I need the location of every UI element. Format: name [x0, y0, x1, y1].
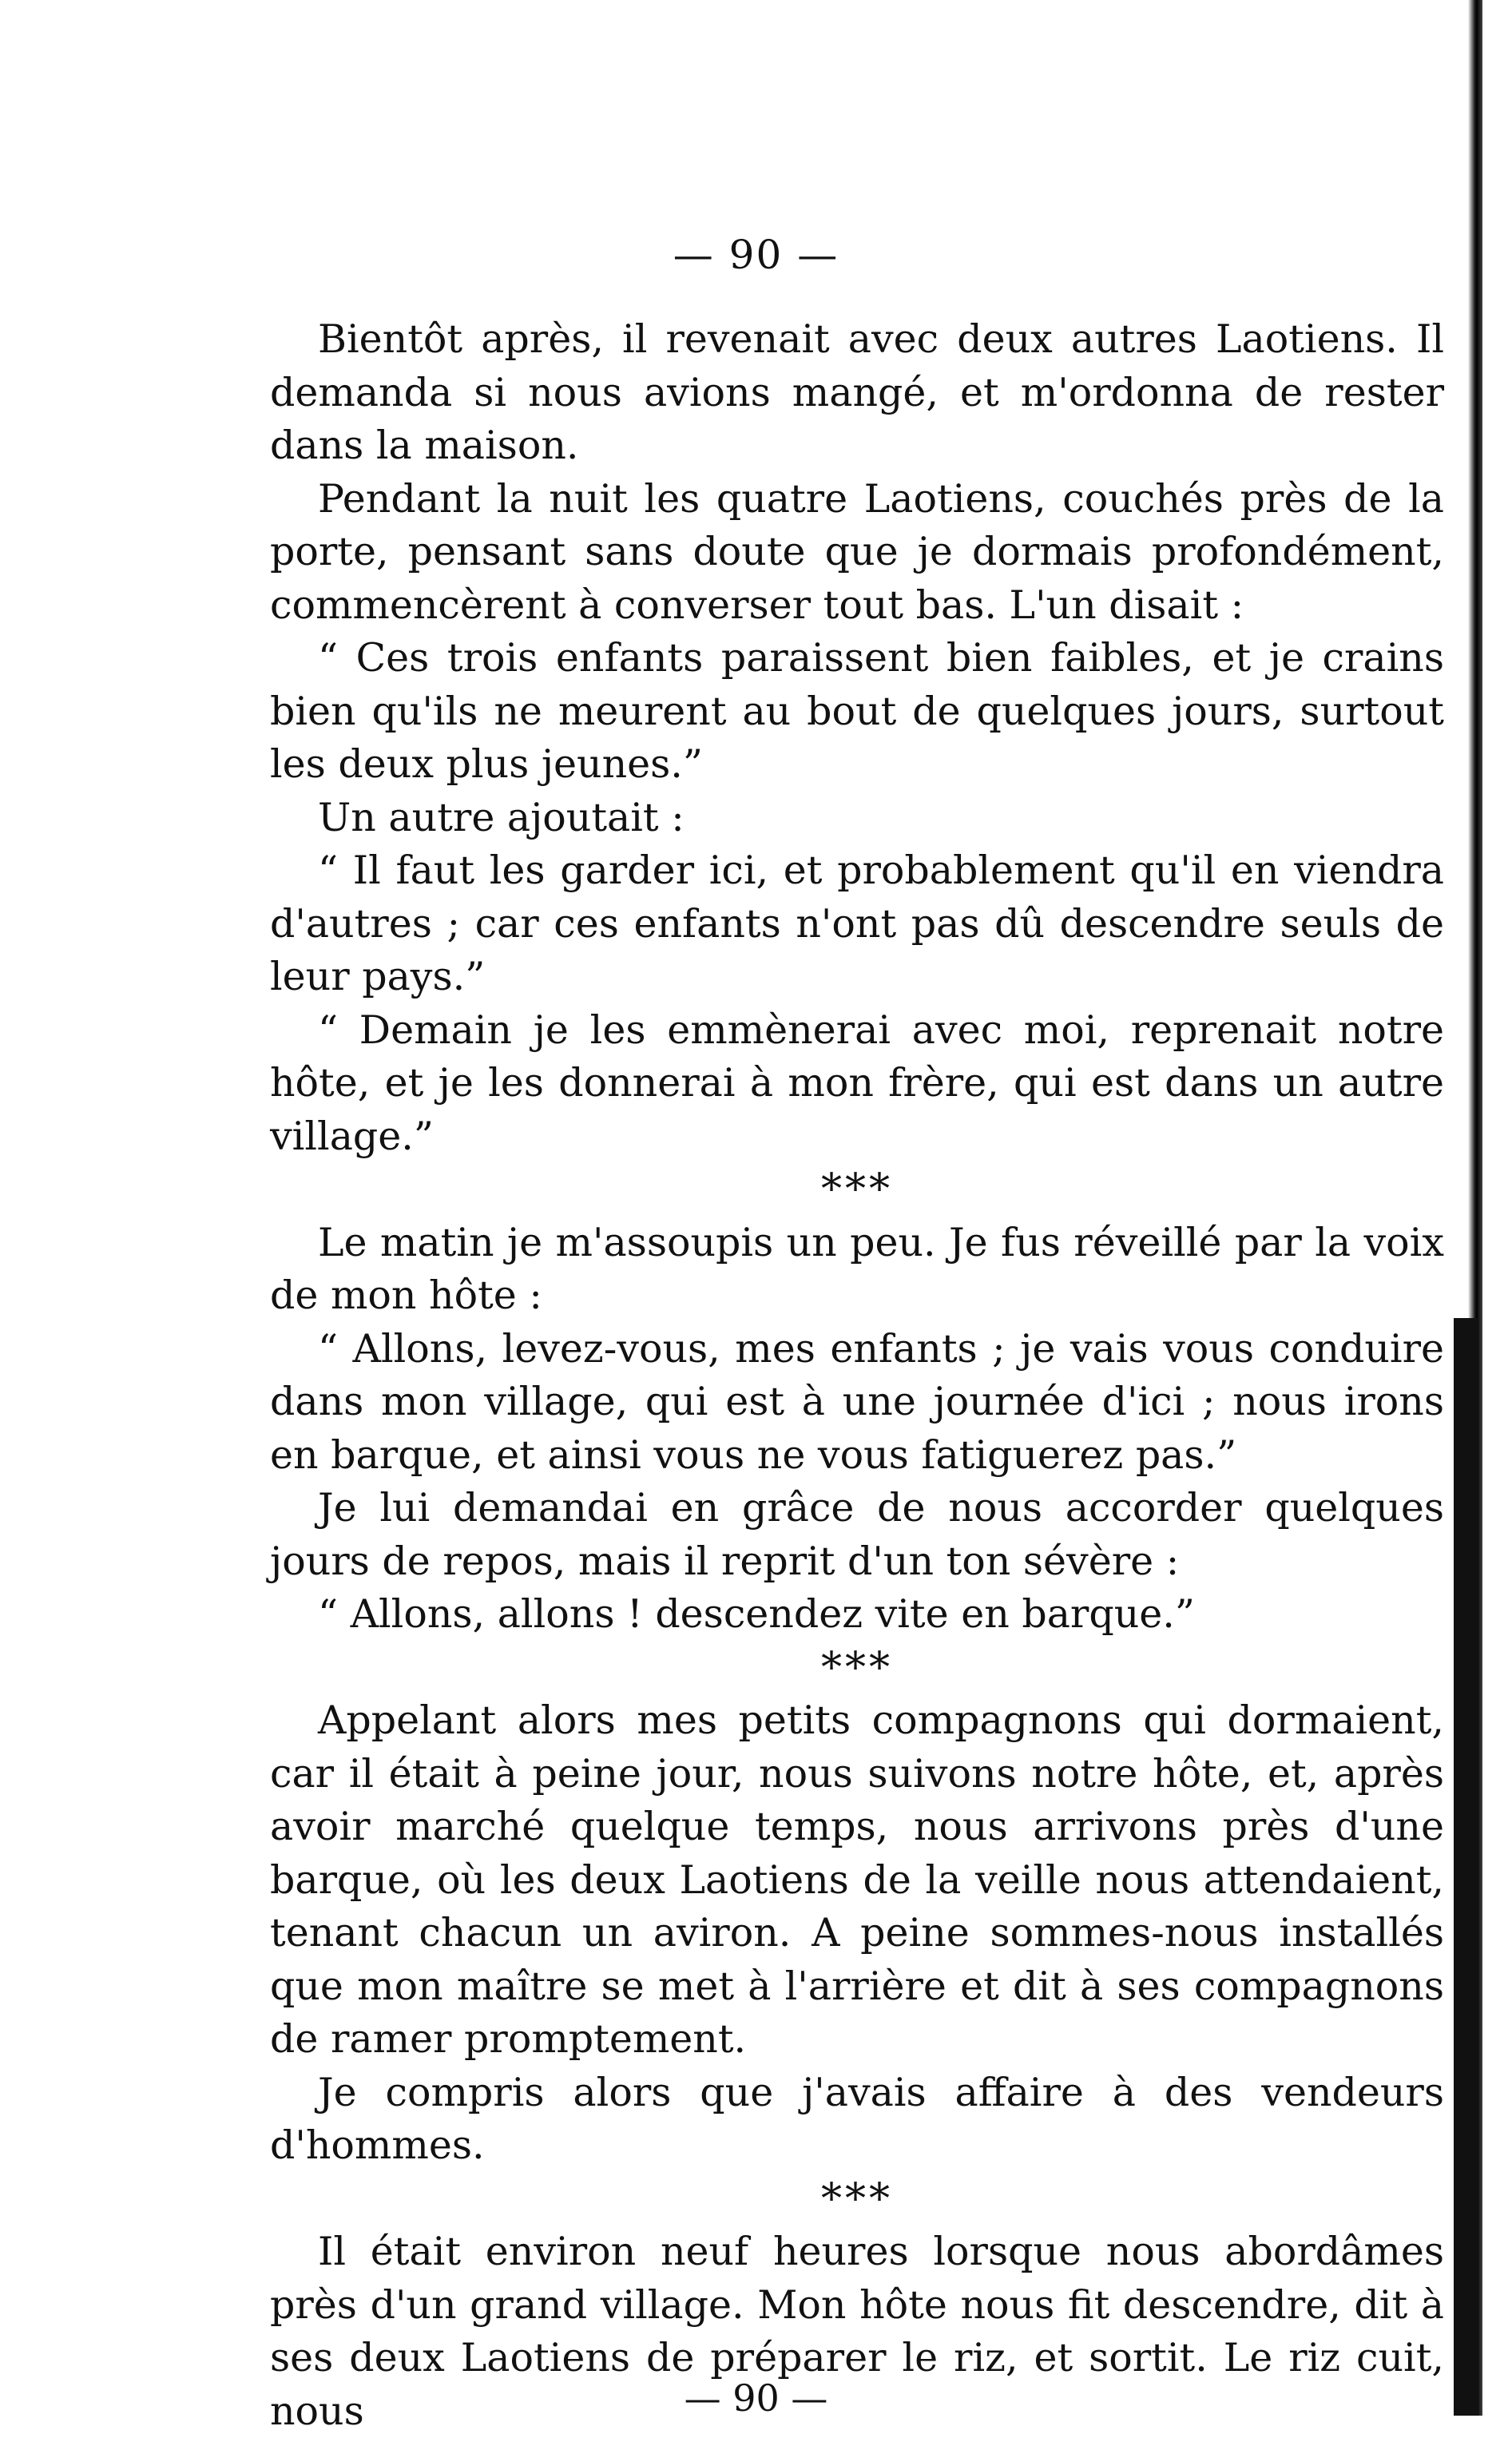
paragraph: “ Allons, levez-vous, mes enfants ; je vais vous conduire dans mon village, qui est à une journée d'ici ; nous irons en barque, et ainsi vous ne vous fatiguerez pas.” — [270, 1325, 1444, 1478]
paragraph: “ Allons, allons ! descendez vite en barque.” — [318, 1591, 1195, 1637]
paragraph: Pendant la nuit les quatre Laotiens, couchés près de la porte, pensant sans doute que je dormais profondément, commencèrent à converser tout bas. L'un disait : — [270, 475, 1444, 628]
paragraph: Il était environ neuf heures lorsque nous abordâmes près d'un grand village. Mon hôte nous fit descendre, dit à ses deux Laotiens de préparer le riz, et sortit. Le riz cuit, nous — [270, 2229, 1444, 2434]
section-separator: *** — [821, 2174, 893, 2223]
section-separator: *** — [821, 1643, 893, 1692]
section-separator: *** — [821, 1165, 893, 1213]
paragraph: Je compris alors que j'avais affaire à des vendeurs d'hommes. — [270, 2069, 1444, 2168]
paragraph: Bientôt après, il revenait avec deux autres Laotiens. Il demanda si nous avions mangé, et m'ordonna de rester dans la maison. — [270, 316, 1444, 468]
page-footer-number: — 90 — — [684, 2376, 828, 2420]
paragraph: Un autre ajoutait : — [318, 794, 685, 840]
paragraph: Le matin je m'assoupis un peu. Je fus réveillé par la voix de mon hôte : — [270, 1219, 1444, 1318]
paragraph: Appelant alors mes petits compagnons qui dormaient, car il était à peine jour, nous suivons notre hôte, et, après avoir marché quelque temps, nous arrivons près d'une barque, où les deux Laotiens de la veille nous attendaient, tenant chacun un aviron. A peine sommes-nous installés que mon maître se met à l'arrière et dit à ses compagnons de ramer promptement. — [270, 1697, 1444, 2062]
paragraph: “ Ces trois enfants paraissent bien faibles, et je crains bien qu'ils ne meurent au bout de quelques jours, surtout les deux plus jeunes.” — [270, 635, 1444, 787]
paragraph: Je lui demandai en grâce de nous accorder quelques jours de repos, mais il reprit d'un ton sévère : — [270, 1485, 1444, 1584]
paragraph: “ Demain je les emmènerai avec moi, reprenait notre hôte, et je les donnerai à mon frère, qui est dans un autre village.” — [270, 1007, 1444, 1159]
facing-page-edge — [1482, 0, 1512, 2416]
body-text — [270, 313, 1444, 2438]
paragraph: “ Il faut les garder ici, et probablement qu'il en viendra d'autres ; car ces enfants n'ont pas dû descendre seuls de leur pays.” — [270, 848, 1444, 999]
binding-shadow-lower — [1454, 1318, 1478, 2416]
page-header-number: — 90 — — [673, 232, 839, 278]
